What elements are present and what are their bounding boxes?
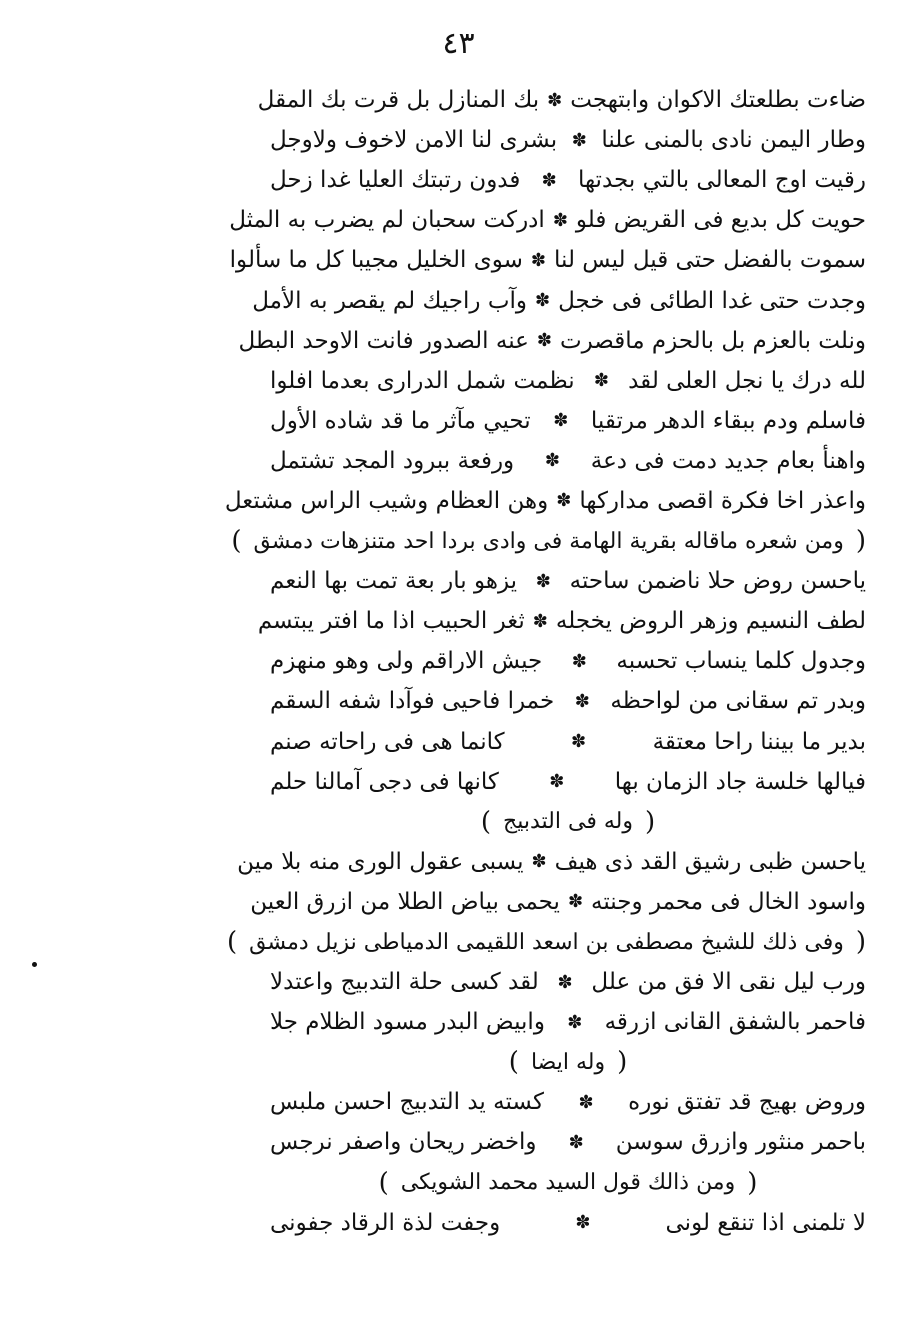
verse-second-hemistich: ادركت سحبان لم يضرب به المثل (229, 207, 545, 234)
verse-second-hemistich: وجفت لذة الرقاد جفونى (270, 1209, 501, 1236)
verse-line (270, 681, 866, 721)
verse-second-hemistich: نظمت شمل الدرارى بعدما افلوا (270, 367, 575, 394)
verse-first-hemistich: فيالها خلسة جاد الزمان بها (614, 768, 866, 795)
verse-second-hemistich: بك المنازل بل قرت بك المقل (257, 87, 540, 114)
heading-text: وفى ذلك للشيخ مصطفى بن اسعد اللقيمى الدمياطى نزيل دمشق (249, 929, 844, 955)
hemistich-separator: ✽ (530, 249, 547, 271)
hemistich-separator: ✽ (575, 1212, 591, 1234)
verse-line (270, 1002, 866, 1042)
verse-line (270, 1203, 866, 1243)
verse-second-hemistich: عنه الصدور فانت الاوحد البطل (238, 327, 529, 354)
verse-second-hemistich: وآب راجيك لم يقصر به الأمل (252, 287, 527, 314)
verse-second-hemistich: ثغر الحبيب اذا ما افتر يبتسم (257, 608, 525, 635)
verse-line (270, 441, 866, 481)
verse-line (238, 321, 866, 361)
hemistich-separator: ✽ (574, 690, 590, 712)
verse-second-hemistich: لقد كسى حلة التدبيج واعتدلا (270, 969, 539, 996)
verse-line (270, 762, 866, 802)
verse-first-hemistich: بدير ما بيننا راحا معتقة (652, 728, 866, 755)
open-parenthesis: ( (617, 1047, 628, 1078)
verse-first-hemistich: فاسلم ودم ببقاء الدهر مرتقيا (590, 407, 866, 434)
hemistich-separator: ✽ (552, 209, 568, 231)
heading-text: وله ايضا (530, 1049, 606, 1075)
verse-first-hemistich: فاحمر بالشفق القانى ازرقه (604, 1009, 866, 1036)
hemistich-separator: ✽ (571, 650, 587, 672)
section-heading (270, 1163, 866, 1203)
verse-second-hemistich: كانما هى فى راحاته صنم (270, 728, 505, 755)
verse-second-hemistich: واخضر ريحان واصفر نرجس (270, 1129, 537, 1156)
verse-line (270, 561, 866, 601)
verse-first-hemistich: وجدت حتى غدا الطائى فى خجل (558, 287, 866, 314)
hemistich-separator: ✽ (557, 971, 573, 993)
verse-second-hemistich: كسته يد التدبيج احسن ملبس (270, 1089, 544, 1116)
verse-line (229, 200, 866, 240)
verse-second-hemistich: يزهو بار بعة تمت بها النعم (270, 568, 518, 595)
verse-line (270, 401, 866, 441)
open-parenthesis: ( (855, 526, 866, 557)
hemistich-separator: ✽ (549, 771, 565, 793)
verse-line (224, 481, 866, 521)
verse-first-hemistich: وروض بهيج قد تفتق نوره (628, 1089, 866, 1116)
close-parenthesis: ) (508, 1047, 519, 1078)
verse-line (270, 641, 866, 681)
section-heading (231, 521, 866, 561)
verse-first-hemistich: سموت بالفضل حتى قيل ليس لنا (554, 247, 866, 274)
verse-line (270, 120, 866, 160)
hemistich-separator: ✽ (553, 410, 569, 432)
hemistich-separator: ✽ (536, 330, 552, 352)
heading-text: وله فى التدبيج (503, 809, 633, 835)
heading-text: ومن ذالك قول السيد محمد الشويكى (400, 1170, 736, 1196)
verse-second-hemistich: وهن العظام وشيب الراس مشتعل (224, 487, 549, 514)
verse-second-hemistich: يحمى بياض الطلا من ازرق العين (250, 888, 560, 915)
verse-line (270, 1082, 866, 1122)
verse-second-hemistich: تحيي مآثر ما قد شاده الأول (270, 407, 531, 434)
verse-first-hemistich: واعذر اخا فكرة اقصى مداركها (579, 487, 866, 514)
ink-dot (32, 962, 37, 967)
verse-second-hemistich: خمرا فاحيى فوآدا شفه السقم (270, 688, 555, 715)
hemistich-separator: ✽ (578, 1091, 594, 1113)
verse-line (237, 842, 866, 882)
open-parenthesis: ( (855, 927, 866, 958)
verse-first-hemistich: ضاءت بطلعتك الاكوان وابتهجت (570, 87, 866, 114)
verse-line (270, 361, 866, 401)
hemistich-separator: ✽ (568, 1131, 584, 1153)
close-parenthesis: ) (378, 1167, 389, 1198)
section-heading (226, 922, 866, 962)
verse-line (257, 80, 866, 120)
verse-line (270, 1122, 866, 1162)
hemistich-separator: ✽ (534, 290, 551, 312)
verse-first-hemistich: رقيت اوج المعالى بالتي بجدتها (577, 167, 866, 194)
hemistich-separator: ✽ (531, 851, 547, 873)
verse-first-hemistich: واسود الخال فى محمر وجنته (591, 888, 866, 915)
section-heading (270, 802, 866, 842)
close-parenthesis: ) (231, 526, 242, 557)
verse-second-hemistich: وابيض البدر مسود الظلام جلا (270, 1009, 545, 1036)
verse-second-hemistich: فدون رتبتك العليا غدا زحل (270, 167, 521, 194)
verse-line (229, 240, 866, 280)
verse-line (270, 962, 866, 1002)
verse-line (270, 160, 866, 200)
verse-first-hemistich: باحمر منثور وازرق سوسن (615, 1129, 866, 1156)
hemistich-separator: ✽ (547, 89, 563, 111)
close-parenthesis: ) (226, 927, 238, 958)
hemistich-separator: ✽ (541, 169, 557, 191)
verse-first-hemistich: حويت كل بديع فى القريض فلو (575, 207, 866, 234)
verse-first-hemistich: لله درك يا نجل العلى لقد (628, 367, 866, 394)
close-parenthesis: ) (480, 806, 492, 837)
hemistich-separator: ✽ (567, 1011, 583, 1033)
verse-line (257, 601, 866, 641)
hemistich-separator: ✽ (535, 570, 551, 592)
open-parenthesis: ( (644, 806, 656, 837)
hemistich-separator: ✽ (544, 450, 560, 472)
hemistich-separator: ✽ (567, 891, 584, 913)
verse-line (270, 722, 866, 762)
heading-text: ومن شعره ماقاله بقرية الهامة فى وادى بردا احد متنزهات دمشق (253, 528, 844, 554)
verse-first-hemistich: ونلت بالعزم بل بالحزم ماقصرت (559, 327, 866, 354)
verse-first-hemistich: وبدر تم سقانى من لواحظه (610, 688, 866, 715)
page-number: ٤٣ (442, 26, 475, 61)
open-parenthesis: ( (747, 1167, 758, 1198)
verse-second-hemistich: سوى الخليل مجيبا كل ما سألوا (229, 247, 523, 274)
verse-second-hemistich: بشرى لنا الامن لاخوف ولاوجل (270, 127, 558, 154)
verse-first-hemistich: ورب ليل نقى الا فق من علل (591, 969, 866, 996)
hemistich-separator: ✽ (532, 610, 548, 632)
verse-second-hemistich: ورفعة ببرود المجد تشتمل (270, 447, 515, 474)
hemistich-separator: ✽ (593, 370, 609, 392)
verse-first-hemistich: وطار اليمن نادى بالمنى علنا (601, 127, 866, 154)
verse-second-hemistich: يسبى عقول الورى منه بلا مين (237, 848, 524, 875)
hemistich-separator: ✽ (571, 731, 587, 753)
verse-second-hemistich: كانها فى دجى آمالنا حلم (270, 768, 499, 795)
verse-first-hemistich: ياحسن روض حلا ناضمن ساحته (569, 568, 866, 595)
hemistich-separator: ✽ (571, 129, 587, 151)
verse-first-hemistich: وجدول كلما ينساب تحسبه (616, 648, 866, 675)
verse-second-hemistich: جيش الاراقم ولى وهو منهزم (270, 648, 543, 675)
verse-first-hemistich: واهنأ بعام جديد دمت فى دعة (590, 447, 866, 474)
verse-first-hemistich: لا تلمنى اذا تنقع لونى (665, 1209, 866, 1236)
verse-line (252, 280, 866, 320)
section-heading (270, 1042, 866, 1082)
verse-line (250, 882, 866, 922)
verse-first-hemistich: ياحسن ظبى رشيق القد ذى هيف (554, 848, 866, 875)
hemistich-separator: ✽ (556, 490, 572, 512)
poem-text (224, 80, 866, 1243)
verse-first-hemistich: لطف النسيم وزهر الروض يخجله (555, 608, 866, 635)
